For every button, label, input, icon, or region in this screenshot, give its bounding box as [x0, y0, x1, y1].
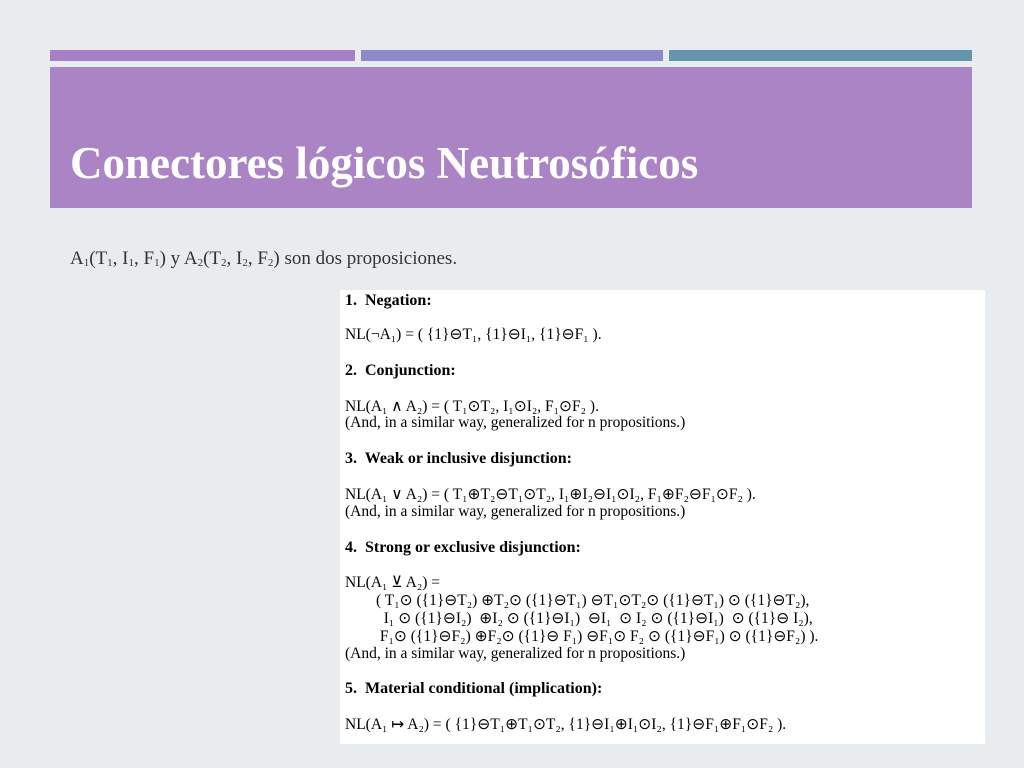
intro-text	[70, 248, 457, 270]
intro-part: ) son dos proposiciones.	[273, 248, 458, 269]
heading-conjunction: 2. Conjunction:	[345, 362, 456, 379]
heading-strong-disjunction: 4. Strong or exclusive disjunction:	[345, 539, 581, 556]
note-strong-disjunction: (And, in a similar way, generalized for n propositions.)	[345, 645, 686, 662]
formula-weak-disjunction: NL(A₁ ∨ A₂) = ( T₁⊕T₂⊖T₁⊙T₂, I₁⊕I₂⊖I₁⊙I₂, F₁⊕F₂⊖F₁⊙F₂ ).	[345, 486, 756, 503]
intro-sub: 2	[221, 257, 227, 269]
formula-negation: NL(¬A₁) = ( {1}⊖T₁, {1}⊖I₁, {1}⊖F₁ ).	[345, 326, 602, 343]
heading-material-conditional: 5. Material conditional (implication):	[345, 680, 603, 697]
formula-image	[340, 290, 985, 744]
intro-sub: 2	[242, 257, 248, 269]
intro-sub: 1	[154, 257, 160, 269]
accent-bar-3	[669, 50, 972, 61]
intro-part: (T	[203, 248, 222, 269]
title-banner	[50, 67, 972, 208]
accent-bar-2	[361, 50, 663, 61]
intro-part: (T	[89, 248, 108, 269]
intro-part: , I	[112, 248, 129, 269]
intro-part: , F	[247, 248, 268, 269]
intro-part: , I	[226, 248, 243, 269]
note-weak-disjunction: (And, in a similar way, generalized for n propositions.)	[345, 503, 686, 520]
formula-strong-disjunction-line: NL(A₁ ⊻ A₂) =	[345, 574, 441, 591]
intro-part: A	[70, 248, 84, 269]
intro-sub: 2	[267, 257, 274, 269]
formula-material-conditional: NL(A₁ ↦ A₂) = ( {1}⊖T₁⊕T₁⊙T₂, {1}⊖I₁⊕I₁⊙I₂, {1}⊖F₁⊕F₁⊙F₂ ).	[345, 716, 787, 733]
formula-conjunction: NL(A₁ ∧ A₂) = ( T₁⊙T₂, I₁⊙I₂, F₁⊙F₂ ).	[345, 398, 599, 415]
formula-strong-disjunction-line: F₁⊙ ({1}⊖F₂) ⊕F₂⊙ ({1}⊖ F₁) ⊖F₁⊙ F₂ ⊙ ({1}⊖F₁) ⊙ ({1}⊖F₂) ).	[345, 628, 819, 645]
intro-sub: 2	[197, 257, 204, 269]
intro-part: ) y A	[159, 248, 198, 269]
formula-strong-disjunction-line: ( T₁⊙ ({1}⊖T₂) ⊕T₂⊙ ({1}⊖T₁) ⊖T₁⊙T₂⊙ ({1}⊖T₁) ⊙ ({1}⊖T₂),	[345, 592, 810, 609]
accent-bar-1	[50, 50, 355, 61]
formula-strong-disjunction-line: I₁ ⊙ ({1}⊖I₂) ⊕I₂ ⊙ ({1}⊖I₁) ⊖I₁ ⊙ I₂ ⊙ ({1}⊖I₁) ⊙ ({1}⊖ I₂),	[345, 610, 813, 627]
heading-weak-disjunction: 3. Weak or inclusive disjunction:	[345, 450, 572, 467]
slide-title: Conectores lógicos Neutrosóficos	[70, 138, 699, 188]
heading-negation: 1. Negation:	[345, 292, 432, 309]
intro-sub: 1	[83, 257, 90, 269]
intro-sub: 1	[107, 257, 113, 269]
note-conjunction: (And, in a similar way, generalized for n propositions.)	[345, 414, 686, 431]
intro-sub: 1	[128, 257, 134, 269]
intro-part: , F	[134, 248, 155, 269]
